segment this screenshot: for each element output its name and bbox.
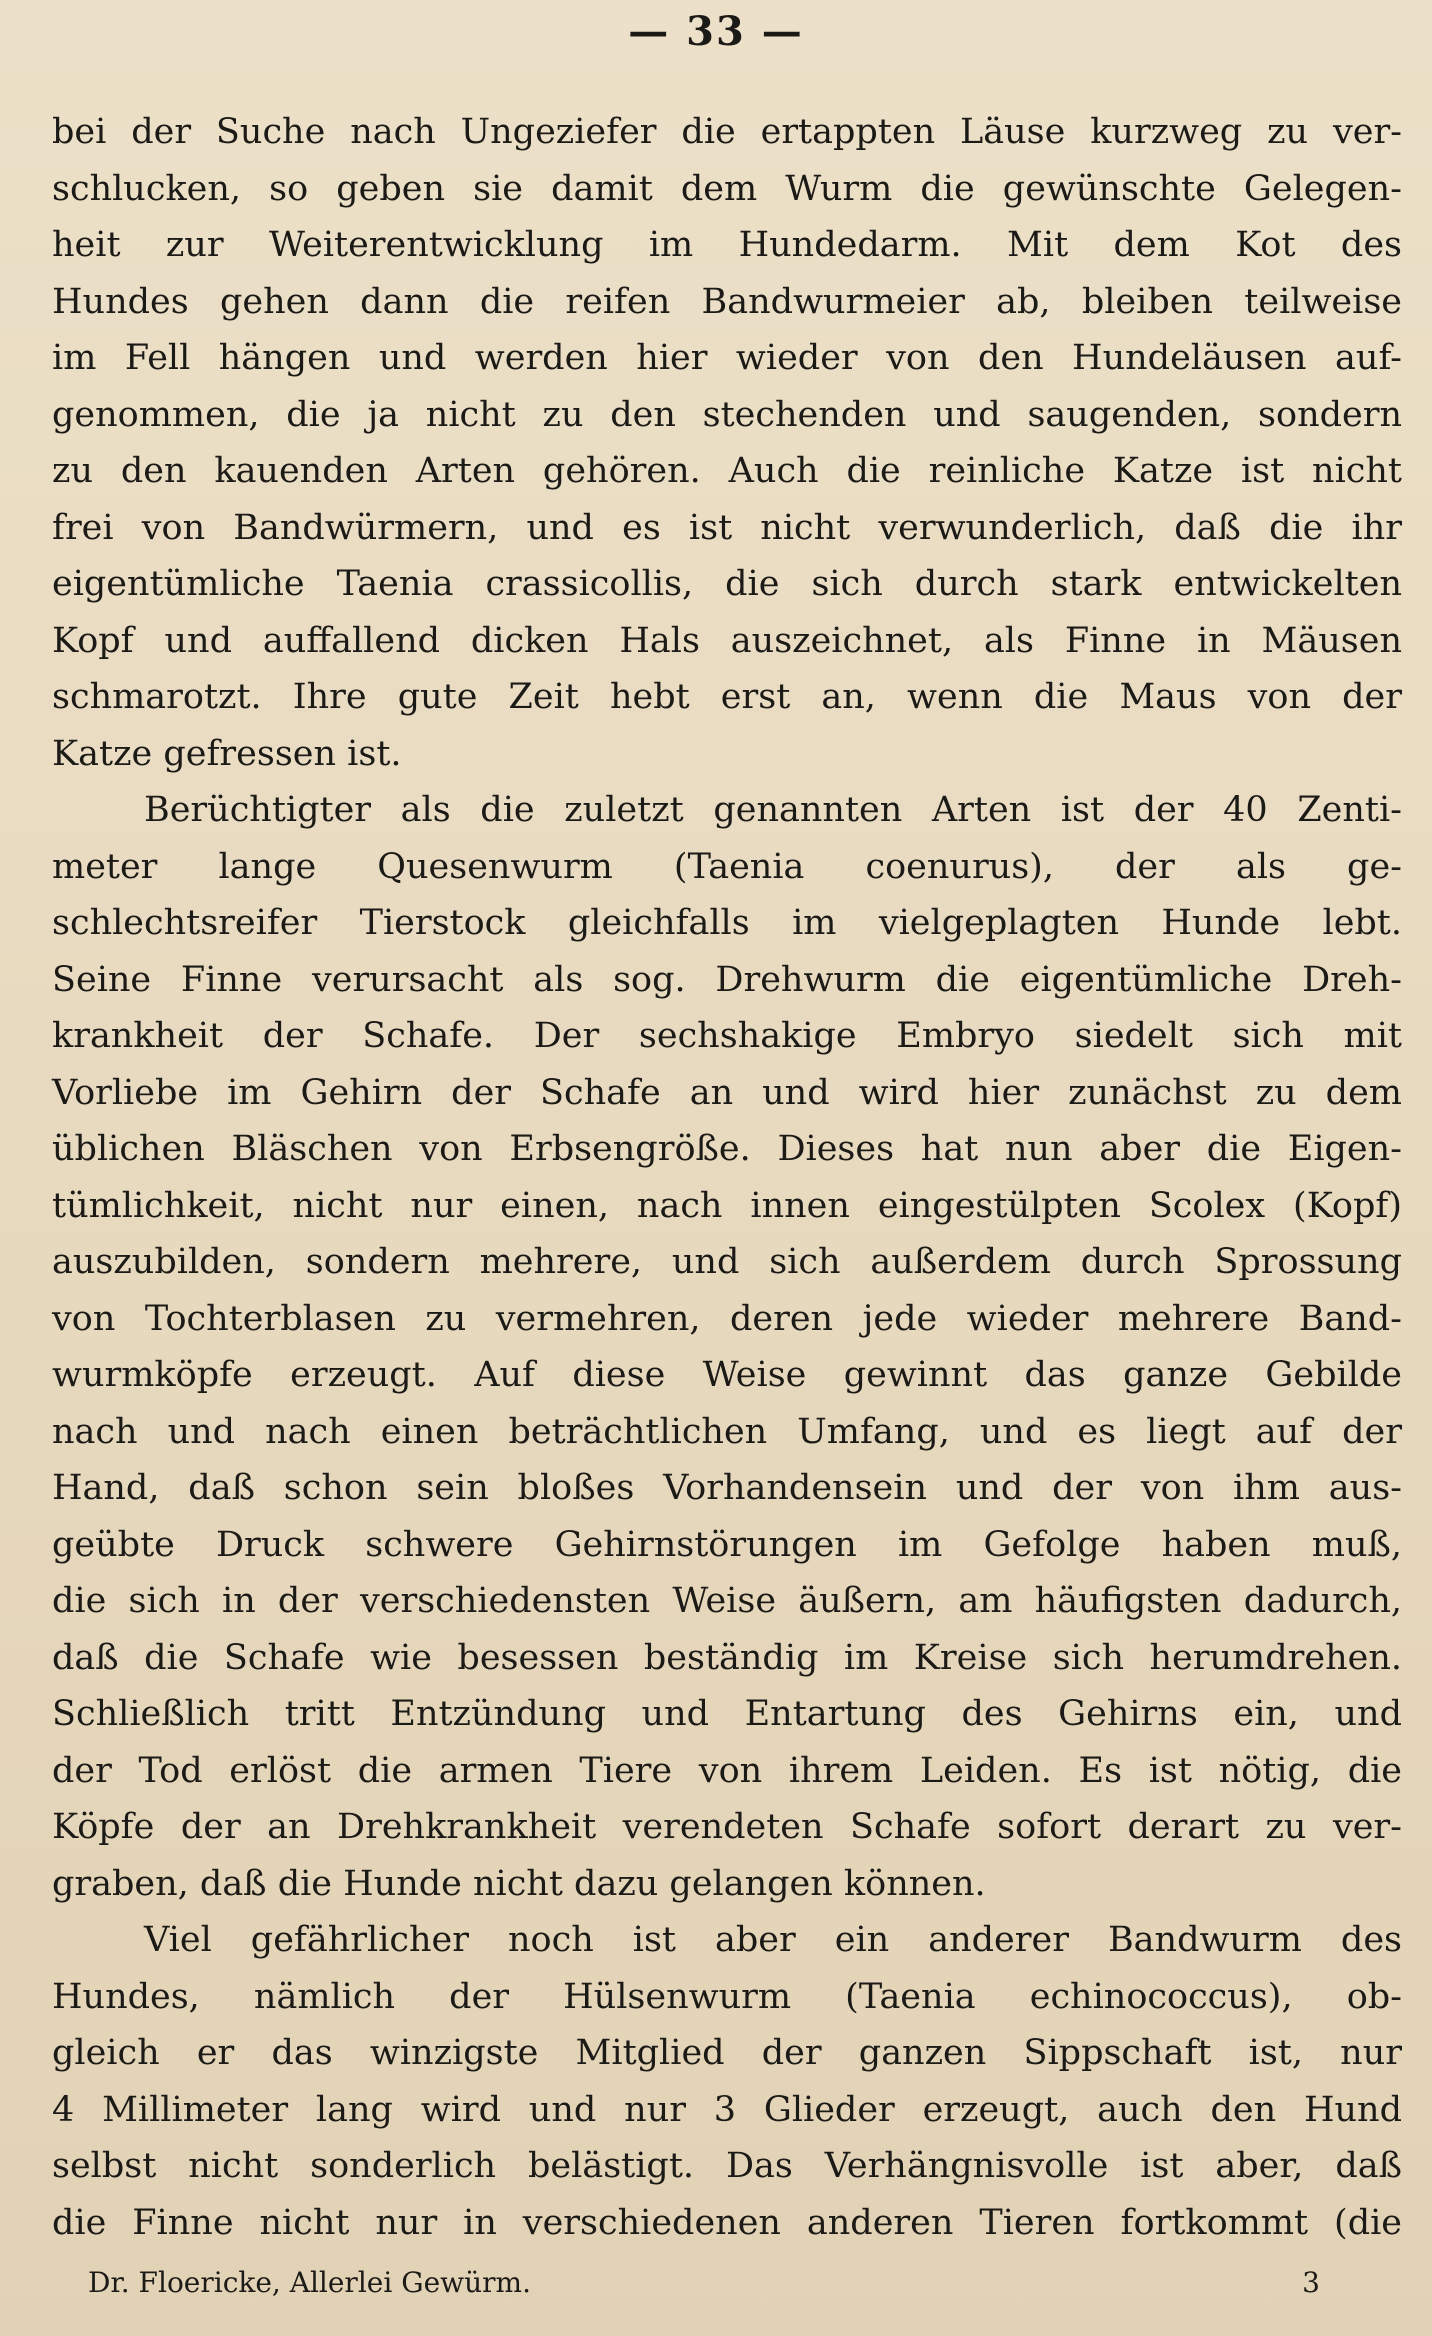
text-line: Berüchtigter als die zuletzt genannten Arten ist der 40 Zenti-: [144, 790, 1402, 830]
text-line: 4 Millimeter lang wird und nur 3 Glieder erzeugt, auch den Hund: [52, 2089, 1402, 2130]
footer-signature: Dr. Floericke, Allerlei Gewürm.: [88, 2266, 531, 2299]
text-line: Hand, daß schon sein bloßes Vorhandensein und der von ihm aus-: [52, 1468, 1402, 1508]
page-footer: [88, 2266, 1320, 2299]
text-line: Hundes, nämlich der Hülsenwurm (Taenia echinococcus), ob-: [52, 1976, 1402, 2017]
paragraph: [52, 1912, 1402, 2251]
text-line: nach und nach einen beträchtlichen Umfang, und es liegt auf der: [52, 1411, 1402, 1452]
text-line: frei von Bandwürmern, und es ist nicht verwunderlich, daß die ihr: [52, 507, 1402, 548]
text-line: Katze gefressen ist.: [52, 733, 402, 774]
text-line: wurmköpfe erzeugt. Auf diese Weise gewinnt das ganze Gebilde: [52, 1355, 1402, 1395]
text-line: zu den kauenden Arten gehören. Auch die reinliche Katze ist nicht: [52, 451, 1402, 491]
text-line: heit zur Weiterentwicklung im Hundedarm. Mit dem Kot des: [52, 225, 1402, 265]
text-line: tümlichkeit, nicht nur einen, nach innen eingestülpten Scolex (Kopf): [52, 1185, 1402, 1226]
text-line: daß die Schafe wie besessen beständig im Kreise sich herumdrehen.: [52, 1637, 1402, 1678]
text-line: von Tochterblasen zu vermehren, deren jede wieder mehrere Band-: [52, 1298, 1402, 1339]
text-line: graben, daß die Hunde nicht dazu gelangen können.: [52, 1863, 986, 1904]
text-line: Viel gefährlicher noch ist aber ein anderer Bandwurm des: [144, 1920, 1402, 1960]
text-line: geübte Druck schwere Gehirnstörungen im Gefolge haben muß,: [52, 1524, 1402, 1565]
text-line: Seine Finne verursacht als sog. Drehwurm die eigentümliche Dreh-: [52, 959, 1402, 1000]
paragraph: [52, 782, 1402, 1912]
text-line: krankheit der Schafe. Der sechshakige Embryo siedelt sich mit: [52, 1016, 1402, 1056]
page-number: — 33 —: [628, 8, 804, 55]
text-line: der Tod erlöst die armen Tiere von ihrem Leiden. Es ist nötig, die: [52, 1750, 1402, 1791]
body-text: [52, 104, 1402, 2251]
paragraph: [52, 104, 1402, 782]
text-line: auszubilden, sondern mehrere, und sich außerdem durch Sprossung: [52, 1242, 1402, 1282]
text-line: Hundes gehen dann die reifen Bandwurmeier ab, bleiben teilweise: [52, 281, 1402, 322]
footer-sheet-number: 3: [1302, 2266, 1320, 2299]
text-line: schlechtsreifer Tierstock gleichfalls im vielgeplagten Hunde lebt.: [52, 903, 1402, 943]
text-line: meter lange Quesenwurm (Taenia coenurus), der als ge-: [52, 846, 1402, 887]
text-line: gleich er das winzigste Mitglied der ganzen Sippschaft ist, nur: [52, 2033, 1402, 2073]
text-line: Schließlich tritt Entzündung und Entartung des Gehirns ein, und: [52, 1694, 1402, 1734]
text-line: üblichen Bläschen von Erbsengröße. Dieses hat nun aber die Eigen-: [52, 1129, 1402, 1169]
text-line: genommen, die ja nicht zu den stechenden und saugenden, sondern: [52, 394, 1402, 435]
text-line: Vorliebe im Gehirn der Schafe an und wird hier zunächst zu dem: [52, 1072, 1402, 1113]
text-line: Kopf und auffallend dicken Hals auszeichnet, als Finne in Mäusen: [52, 620, 1402, 661]
text-line: die sich in der verschiedensten Weise äußern, am häufigsten dadurch,: [52, 1581, 1402, 1621]
text-line: schlucken, so geben sie damit dem Wurm die gewünschte Gelegen-: [52, 168, 1402, 209]
text-line: schmarotzt. Ihre gute Zeit hebt erst an, wenn die Maus von der: [52, 677, 1402, 717]
text-line: Köpfe der an Drehkrankheit verendeten Schafe sofort derart zu ver-: [52, 1807, 1402, 1847]
text-line: eigentümliche Taenia crassicollis, die sich durch stark entwickelten: [52, 564, 1402, 604]
text-line: bei der Suche nach Ungeziefer die ertappten Läuse kurzweg zu ver-: [52, 112, 1402, 152]
text-line: die Finne nicht nur in verschiedenen anderen Tieren fortkommt (die: [52, 2202, 1402, 2243]
text-line: im Fell hängen und werden hier wieder von den Hundeläusen auf-: [52, 338, 1402, 378]
text-line: selbst nicht sonderlich belästigt. Das Verhängnisvolle ist aber, daß: [52, 2146, 1402, 2186]
paragraph-container: [52, 104, 1402, 2251]
